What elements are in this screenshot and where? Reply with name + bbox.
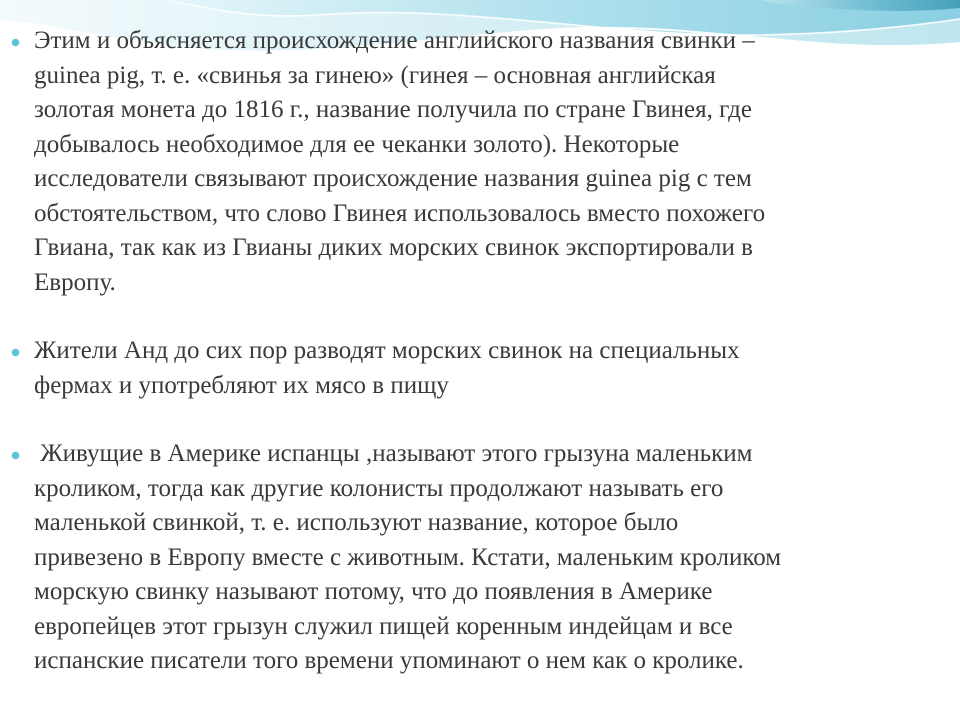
bullet-icon xyxy=(12,349,19,356)
bullet-list xyxy=(10,24,940,679)
list-item xyxy=(10,437,940,679)
paragraph-text: Этим и объясняется происхождение английского названия свинки – guinea pig, т. е. «свинья за гинею» (гинея – основная английская золотая монета до 1816 г., название получила по стране Гвинея, где добывалось необходимое для ее чеканки золото). Некоторые исследователи связывают происхождение названия guinea pig с тем обстоятельством, что слово Гвинея использовалось вместо похожего Гвиана, так как из Гвианы диких морских свинок экспортировали в Европу. xyxy=(34,27,766,296)
paragraph-text: Живущие в Америке испанцы ,называют этого грызуна маленьким кроликом, тогда как другие колонисты продолжают называть его маленькой свинкой, т. е. используют название, которое было привезено в Европу вместе с животным. Кстати, маленьким кроликом морскую свинку называют потому, что до появления в Америке европейцев этот грызун служил пищей коренным индейцам и все испанские писатели того времени упоминают о нем как о кролике. xyxy=(34,440,782,674)
paragraph-text: Жители Анд до сих пор разводят морских свинок на специальных фермах и употребляют их мясо в пищу xyxy=(34,337,740,399)
list-item xyxy=(10,334,940,403)
list-item xyxy=(10,24,940,300)
bullet-icon xyxy=(12,452,19,459)
bullet-icon xyxy=(12,39,19,46)
